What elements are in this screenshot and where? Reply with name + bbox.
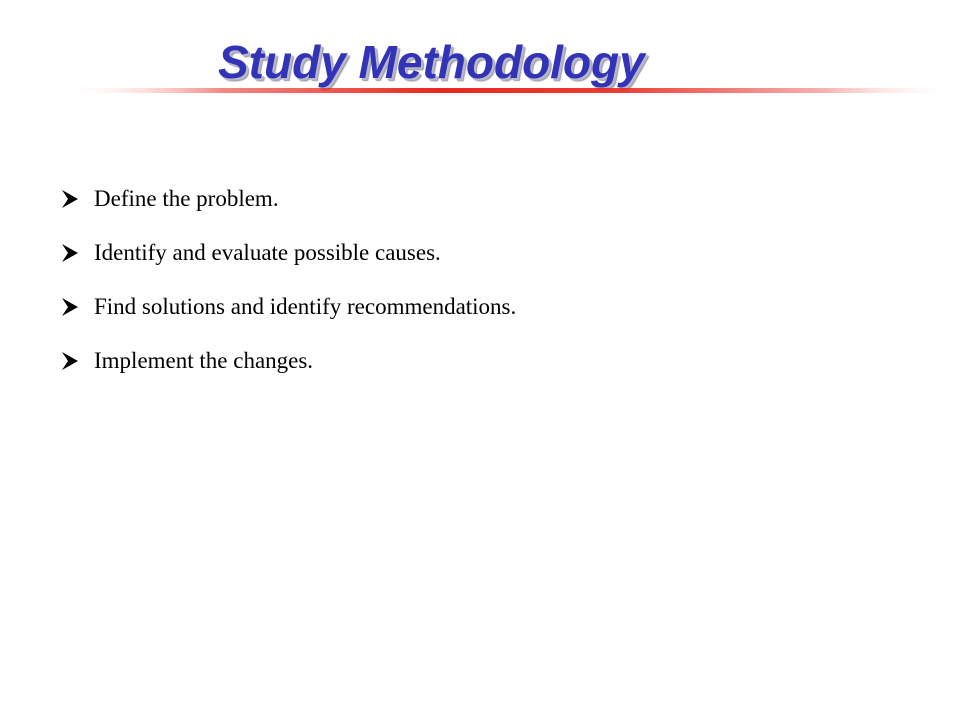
- bullet-item: [60, 334, 516, 388]
- slide-title: Study Methodology: [218, 36, 645, 88]
- bullet-text: Define the problem.: [94, 186, 279, 211]
- title-underline: [60, 88, 960, 93]
- bullet-item: [60, 280, 516, 334]
- arrowhead-bullet-icon: [60, 350, 80, 372]
- bullet-item: [60, 226, 516, 280]
- arrowhead-bullet-icon: [60, 296, 80, 318]
- arrowhead-bullet-icon: [60, 242, 80, 264]
- bullet-text: Identify and evaluate possible causes.: [94, 240, 441, 265]
- bullet-text: Find solutions and identify recommendations.: [94, 294, 517, 319]
- bullet-item: [60, 172, 516, 226]
- bullet-list: [60, 172, 516, 388]
- bullet-text: Implement the changes.: [94, 348, 314, 373]
- arrowhead-bullet-icon: [60, 188, 80, 210]
